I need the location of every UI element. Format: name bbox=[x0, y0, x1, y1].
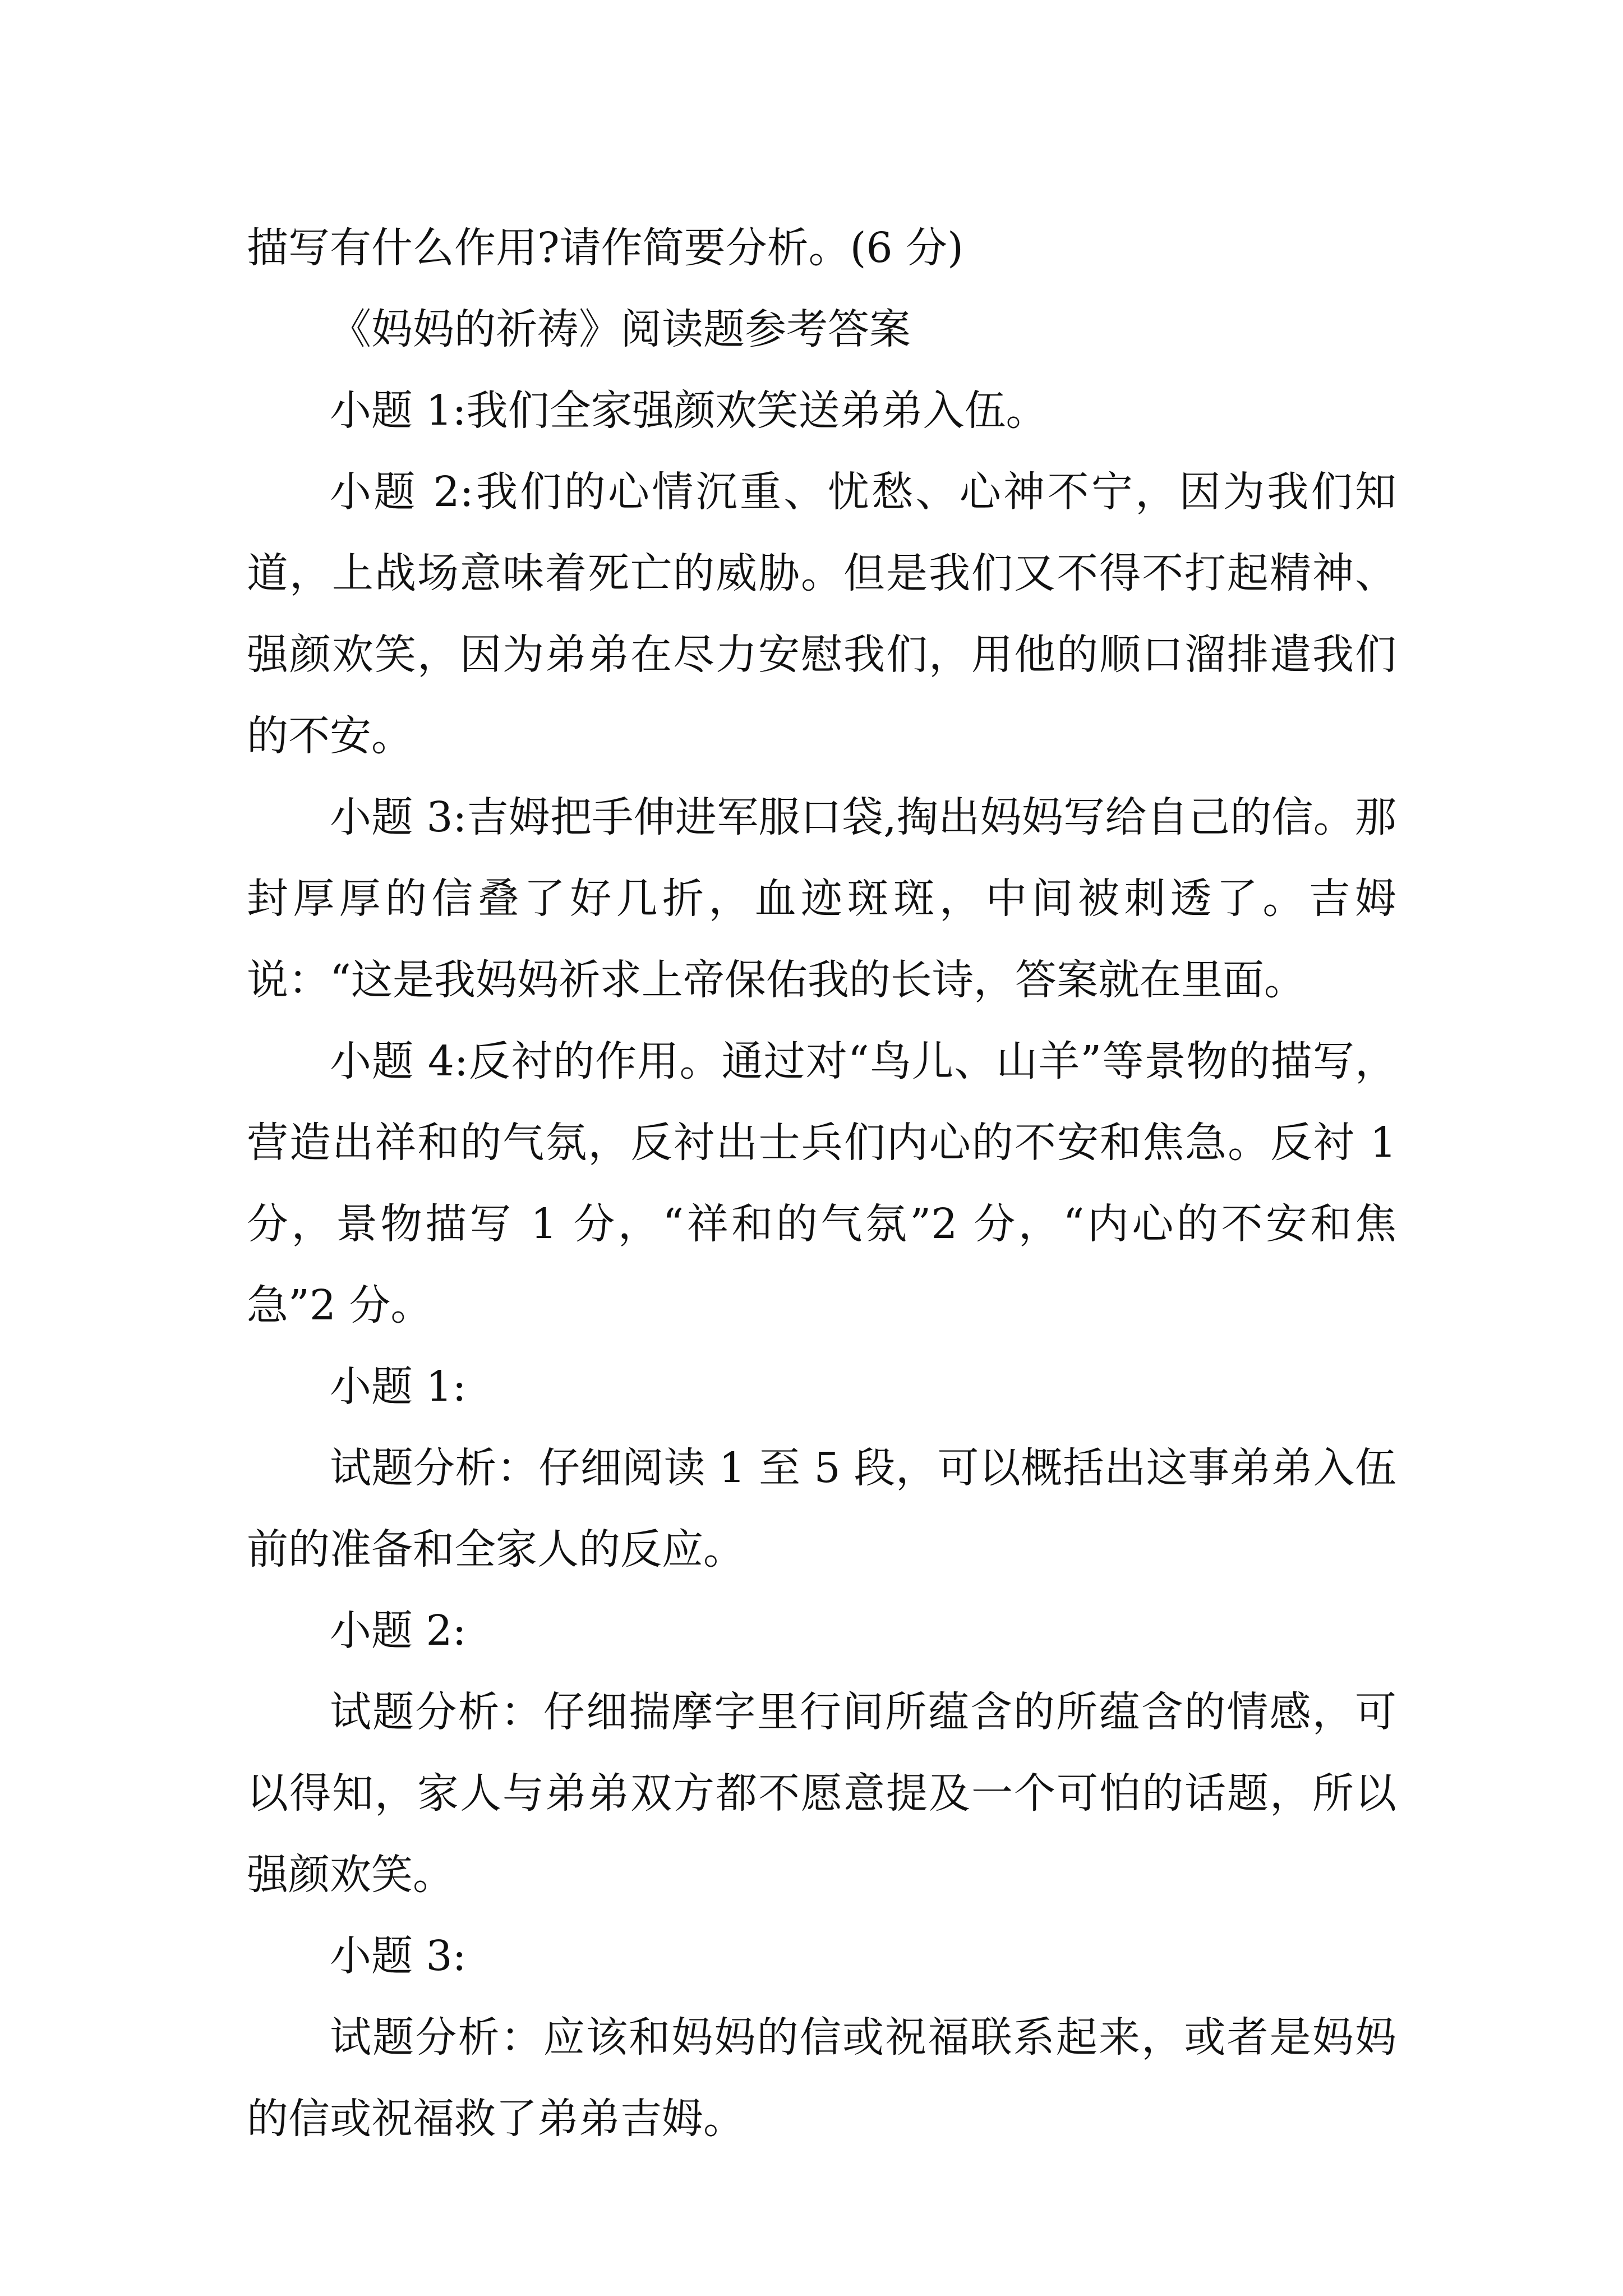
analysis-q1-label: 小题 1: bbox=[330, 1363, 467, 1411]
answer-q3: 小题 3:吉姆把手伸进军服口袋,掏出妈妈写给自己的信。那封厚厚的信叠了好几折，血迹斑斑，中间被刺透了。吉姆说：“这是我妈妈祈求上帝保佑我的长诗，答案就在里面。 bbox=[247, 793, 1396, 1004]
analysis-q3-label: 小题 3: bbox=[330, 1932, 467, 1980]
analysis-q1-text: 试题分析：仔细阅读 1 至 5 段，可以概括出这事弟弟入伍前的准备和全家人的反应。 bbox=[247, 1444, 1396, 1573]
answer-q4: 小题 4:反衬的作用。通过对“鸟儿、山羊”等景物的描写，营造出祥和的气氛，反衬出士兵们内心的不安和焦急。反衬 1 分，景物描写 1 分，“祥和的气氛”2 分，“内心的不安和焦急”2 分。 bbox=[247, 1037, 1396, 1329]
answer-heading: 《妈妈的祈祷》阅读题参考答案 bbox=[330, 305, 911, 353]
answer-q1: 小题 1:我们全家强颜欢笑送弟弟入伍。 bbox=[330, 386, 1048, 435]
analysis-q2-label: 小题 2: bbox=[330, 1607, 467, 1655]
analysis-q2-text: 试题分析：仔细揣摩字里行间所蕴含的所蕴含的情感，可以得知，家人与弟弟双方都不愿意提及一个可怕的话题，所以强颜欢笑。 bbox=[247, 1688, 1396, 1899]
analysis-q3-text: 试题分析：应该和妈妈的信或祝福联系起来，或者是妈妈的信或祝福救了弟弟吉姆。 bbox=[247, 2013, 1396, 2143]
answer-q2: 小题 2:我们的心情沉重、忧愁、心神不宁，因为我们知道，上战场意味着死亡的威胁。但是我们又不得不打起精神、强颜欢笑，因为弟弟在尽力安慰我们，用他的顺口溜排遣我们的不安。 bbox=[247, 468, 1396, 760]
question-continuation: 描写有什么作用?请作简要分析。(6 分) bbox=[247, 224, 964, 272]
document-body bbox=[247, 208, 1396, 2160]
